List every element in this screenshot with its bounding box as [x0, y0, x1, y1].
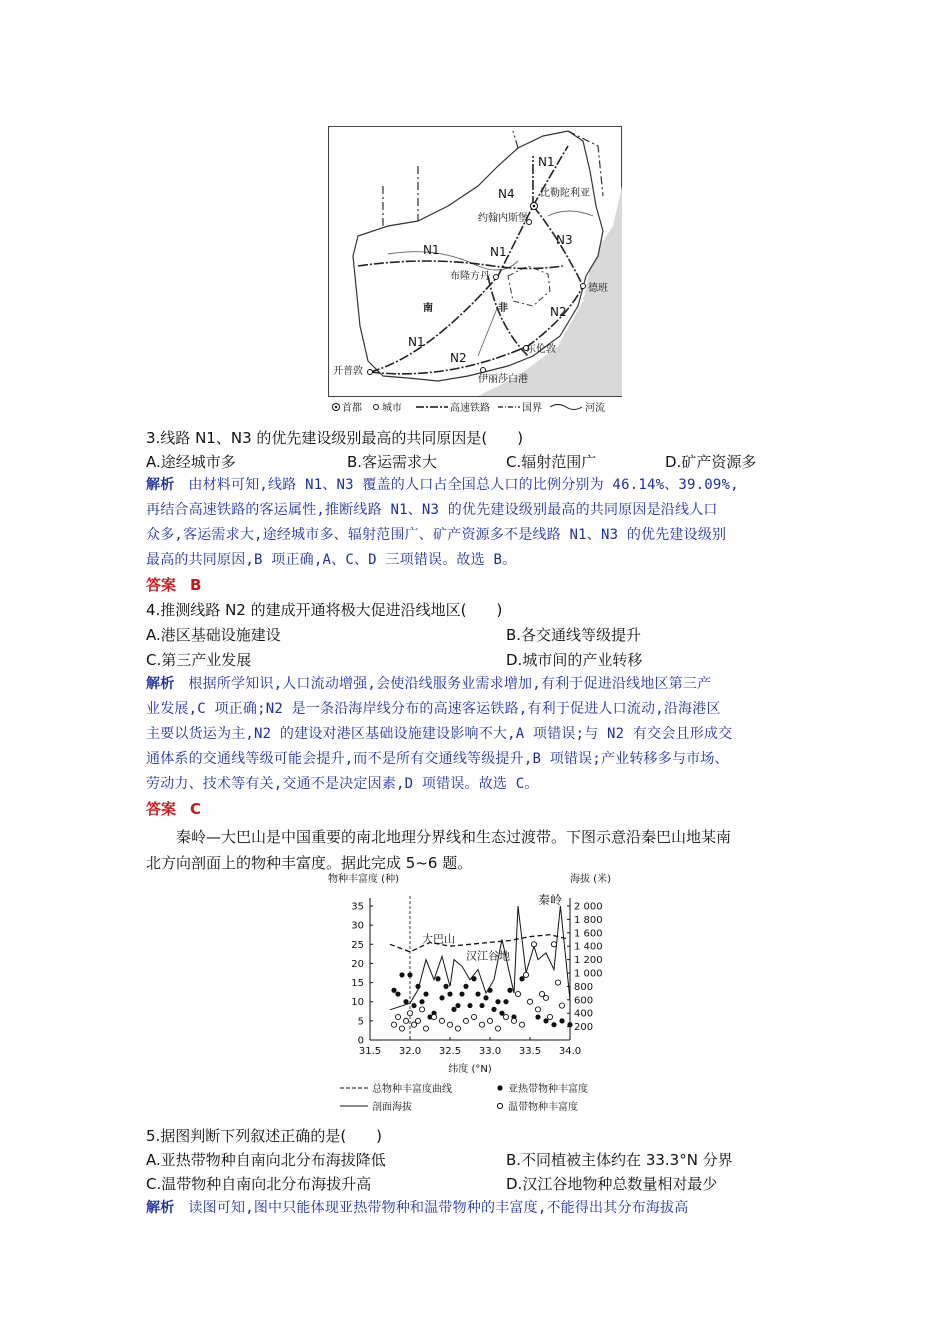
route-label: N2: [450, 351, 467, 365]
temperate-point: [547, 1014, 552, 1019]
y2-tick-label: 600: [574, 995, 594, 1007]
q4-stem: 4.推测线路 N2 的建成开通将极大促进沿线地区( ): [146, 601, 503, 619]
q5-option-a[interactable]: A.亚热带物种自南向北分布海拔降低: [146, 1151, 386, 1169]
subtropical-point: [415, 984, 420, 989]
temperate-point: [543, 995, 548, 1000]
temperate-point: [511, 1018, 516, 1023]
temperate-point: [431, 1014, 436, 1019]
temperate-point: [559, 1003, 564, 1008]
temperate-point: [515, 991, 520, 996]
y-tick-label: 15: [351, 978, 364, 990]
temperate-point: [403, 1018, 408, 1023]
subtropical-point: [419, 999, 424, 1004]
intro-paragraph: [146, 824, 816, 876]
map-legend: [333, 401, 606, 414]
subtropical-point: [483, 995, 488, 1000]
temperate-point: [407, 1011, 412, 1016]
subtropical-point: [491, 1007, 496, 1012]
analysis-line: 主要以货运为主,N2 的建设对港区基础设施建设影响不大,A 项错误;与 N2 有交会且形成交: [146, 726, 733, 742]
subtropical-point: [395, 991, 400, 996]
analysis-line: 由材料可知,线路 N1、N3 覆盖的人口占全国总人口的比例分别为 46.14%、39.09%,: [188, 477, 739, 493]
temperate-point: [503, 1014, 508, 1019]
city-marker: [494, 275, 499, 280]
subtropical-point: [503, 999, 508, 1004]
south-africa-map-figure: [328, 126, 624, 416]
subtropical-point: [411, 1003, 416, 1008]
subtropical-point: [435, 976, 440, 981]
subtropical-point: [487, 988, 492, 993]
subtropical-point: [403, 999, 408, 1004]
species-richness-chart: [320, 870, 640, 1126]
label-country-2: 非: [498, 303, 508, 314]
subtropical-point: [451, 1007, 456, 1012]
y-tick-label: 35: [351, 901, 364, 913]
legend-subtropical: 亚热带物种丰富度: [508, 1084, 588, 1095]
subtropical-point: [559, 1018, 564, 1023]
city-marker: [481, 368, 486, 373]
q4-answer: [146, 798, 201, 820]
q5-option-b[interactable]: B.不同植被主体约在 33.3°N 分界: [506, 1151, 733, 1169]
city-marker: [581, 284, 586, 289]
south-africa-map: [328, 126, 624, 416]
route-label: N1: [423, 243, 440, 257]
temperate-point: [527, 999, 532, 1004]
subtropical-point: [443, 984, 448, 989]
subtropical-point: [479, 1003, 484, 1008]
subtropical-point: [463, 984, 468, 989]
subtropical-point: [399, 972, 404, 977]
legend-total: 总物种丰富度曲线: [372, 1084, 452, 1095]
analysis-line: 再结合高速铁路的客运属性,推断线路 N1、N3 的优先建设级别最高的共同原因是沿线人口: [146, 502, 718, 518]
temperate-point: [551, 942, 556, 947]
analysis-tag: 解析: [146, 1200, 175, 1216]
temperate-point: [463, 1018, 468, 1023]
analysis-line: 通体系的交通线等级可能会提升,而不是所有交通线等级提升,B 项错误;产业转移多与市场、: [146, 751, 729, 767]
y2-tick-label: 1 400: [574, 941, 603, 953]
x-tick-label: 32.5: [438, 1046, 462, 1057]
label-bloemfontein: 布隆方丹: [450, 271, 490, 282]
route-label: N1: [490, 245, 507, 259]
temperate-point: [455, 1026, 460, 1031]
legend-temperate-swatch: [497, 1103, 502, 1108]
answer-value: B: [190, 576, 202, 594]
subtropical-point: [495, 999, 500, 1004]
q5-option-d[interactable]: D.汉江谷地物种总数量相对最少: [506, 1175, 718, 1193]
temperate-point: [423, 1026, 428, 1031]
answer-tag: 答案: [146, 576, 177, 594]
legend-capital: 首都: [342, 403, 362, 414]
temperate-point: [447, 1022, 452, 1027]
q3-stem: 3.线路 N1、N3 的优先建设级别最高的共同原因是( ): [146, 429, 524, 447]
y-tick-label: 10: [351, 997, 364, 1009]
annotation-qinling: 秦岭: [538, 893, 563, 907]
temperate-point: [555, 980, 560, 985]
subtropical-point: [471, 976, 476, 981]
subtropical-point: [535, 1014, 540, 1019]
temperate-point: [519, 1022, 524, 1027]
label-capital: 比勒陀利亚: [540, 188, 590, 199]
y-tick-label: 30: [351, 920, 364, 932]
y-tick-label: 20: [351, 958, 364, 970]
analysis-tag: 解析: [146, 477, 175, 493]
y2-tick-label: 400: [574, 1008, 594, 1020]
y-tick-label: 0: [357, 1035, 364, 1047]
label-port-elizabeth: 伊丽莎白港: [478, 374, 528, 385]
q4-option-d[interactable]: D.城市间的产业转移: [506, 651, 643, 669]
analysis-tag: 解析: [146, 676, 175, 692]
temperate-point: [391, 1022, 396, 1027]
x-axis-title: 纬度 (°N): [448, 1064, 492, 1075]
route-label: N2: [550, 305, 567, 319]
chart-svg: [320, 870, 640, 1126]
temperate-point: [531, 942, 536, 947]
label-johannesburg: 约翰内斯堡: [478, 213, 528, 224]
y2-tick-label: 200: [574, 1022, 594, 1034]
q5-analysis: [146, 1196, 816, 1221]
x-tick-label: 34.0: [558, 1046, 582, 1057]
q4-analysis: [146, 672, 816, 797]
temperate-point: [495, 1026, 500, 1031]
legend-river: 河流: [585, 403, 605, 414]
label-durban: 德班: [588, 283, 608, 294]
x-tick-label: 33.0: [478, 1046, 502, 1057]
label-country-1: 南: [423, 303, 433, 314]
q3-answer: [146, 574, 201, 596]
analysis-line: 劳动力、技术等有关,交通不是决定因素,D 项错误。故选 C。: [146, 776, 539, 792]
temperate-point: [523, 972, 528, 977]
subtropical-point: [423, 991, 428, 996]
subtropical-point: [407, 972, 412, 977]
subtropical-point: [475, 991, 480, 996]
subtropical-point: [439, 995, 444, 1000]
legend-subtropical-swatch: [497, 1085, 502, 1090]
subtropical-point: [507, 988, 512, 993]
temperate-point: [535, 1007, 540, 1012]
annotation-hanjiang: 汉江谷地: [466, 949, 510, 963]
route-label: N1: [538, 155, 555, 169]
q3-option-a[interactable]: A.途经城市多: [146, 453, 236, 471]
route-label: N1: [408, 335, 425, 349]
route-label: N4: [498, 187, 515, 201]
q5-stem: 5.据图判断下列叙述正确的是( ): [146, 1127, 383, 1145]
q4-option-c[interactable]: C.第三产业发展: [146, 651, 252, 669]
subtropical-point: [551, 1022, 556, 1027]
y2-axis-title: 海拔 (米): [570, 874, 611, 885]
analysis-line: 众多,客运需求大,途经城市多、辐射范围广、矿产资源多不是线路 N1、N3 的优先建设级别: [146, 527, 727, 543]
analysis-line: 根据所学知识,人口流动增强,会使沿线服务业需求增加,有利于促进沿线地区第三产: [188, 676, 712, 692]
legend-elevation: 剖面海拔: [372, 1102, 412, 1113]
y2-tick-label: 1 800: [574, 914, 603, 926]
q5-option-c[interactable]: C.温带物种自南向北分布海拔升高: [146, 1175, 372, 1193]
x-tick-label: 32.0: [398, 1046, 422, 1057]
temperate-point: [415, 1018, 420, 1023]
temperate-point: [479, 1022, 484, 1027]
temperate-point: [419, 1007, 424, 1012]
q3-option-c[interactable]: C.辐射范围广: [506, 453, 597, 471]
legend-border: 国界: [522, 403, 542, 414]
intro-line: 秦岭—大巴山是中国重要的南北地理分界线和生态过渡带。下图示意沿秦巴山地某南: [176, 828, 732, 846]
label-cape-town: 开普敦: [333, 366, 363, 377]
analysis-line: 业发展,C 项正确;N2 是一条沿海岸线分布的高速客运铁路,有利于促进人口流动,沿海港区: [146, 701, 721, 717]
subtropical-point: [447, 991, 452, 996]
temperate-point: [399, 1026, 404, 1031]
temperate-point: [471, 1014, 476, 1019]
analysis-line: 最高的共同原因,B 项正确,A、C、D 三项错误。故选 B。: [146, 552, 517, 568]
subtropical-point: [567, 1022, 572, 1027]
subtropical-point: [459, 991, 464, 996]
y2-tick-label: 2 000: [574, 901, 603, 913]
q3-option-d[interactable]: D.矿产资源多: [665, 453, 757, 471]
temperate-point: [439, 1018, 444, 1023]
x-tick-label: 33.5: [518, 1046, 542, 1057]
y2-tick-label: 1 600: [574, 928, 603, 940]
label-east-london: 东伦敦: [526, 344, 556, 355]
analysis-line: 读图可知,图中只能体现亚热带物种和温带物种的丰富度,不能得出其分布海拔高: [188, 1200, 689, 1216]
temperate-point: [395, 1014, 400, 1019]
x-tick-label: 31.5: [358, 1046, 382, 1057]
y2-tick-label: 800: [574, 981, 594, 993]
annotation-dabashan: 大巴山: [422, 932, 455, 946]
q3-option-b[interactable]: B.客运需求大: [347, 453, 438, 471]
route-label: N3: [556, 233, 573, 247]
q4-option-a[interactable]: A.港区基础设施建设: [146, 626, 281, 644]
subtropical-point: [467, 1003, 472, 1008]
y-axis-title: 物种丰富度 (种): [328, 874, 399, 885]
city-marker: [368, 370, 373, 375]
legend-city: 城市: [382, 403, 402, 414]
y-tick-label: 5: [357, 1016, 364, 1028]
q3-analysis: [146, 473, 816, 573]
legend-railway: 高速铁路: [450, 403, 490, 414]
legend-temperate: 温带物种丰富度: [508, 1102, 578, 1113]
subtropical-point: [391, 988, 396, 993]
q4-option-b[interactable]: B.各交通线等级提升: [506, 626, 642, 644]
y2-tick-label: 1 000: [574, 968, 603, 980]
y2-tick-label: 1 200: [574, 955, 603, 967]
intro-line: 北方向剖面上的物种丰富度。据此完成 5~6 题。: [146, 854, 473, 872]
answer-value: C: [190, 800, 202, 818]
subtropical-point: [455, 1003, 460, 1008]
temperate-point: [487, 1018, 492, 1023]
answer-tag: 答案: [146, 800, 177, 818]
y-tick-label: 25: [351, 939, 364, 951]
